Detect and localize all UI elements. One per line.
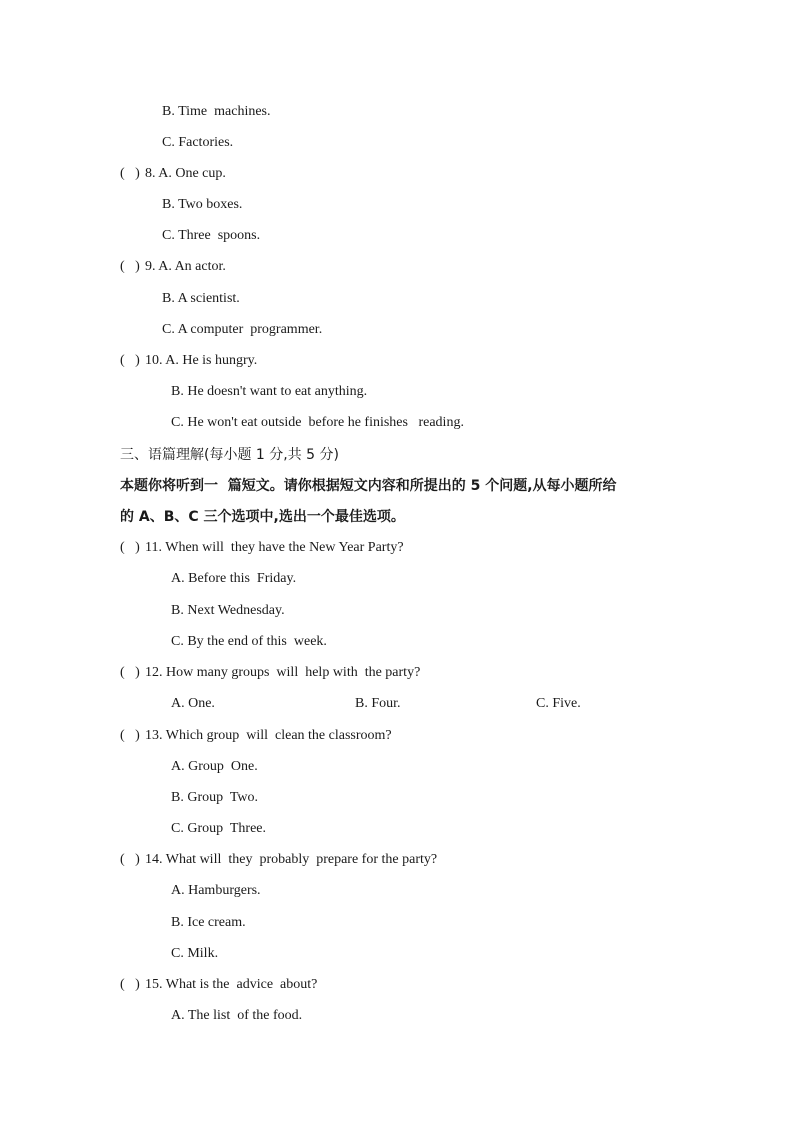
- option-14a: A. Hamburgers.: [171, 883, 261, 898]
- answer-blank-9: ( ): [120, 259, 140, 274]
- answer-blank-10: ( ): [120, 353, 140, 368]
- answer-blank-8: ( ): [120, 166, 140, 181]
- question-13: 13. Which group will clean the classroom?: [145, 728, 392, 743]
- question-14: 14. What will they probably prepare for the party?: [145, 852, 438, 867]
- option-12a: A. One.: [171, 696, 215, 711]
- answer-blank-15: ( ): [120, 977, 140, 992]
- option-11c: C. By the end of this week.: [171, 634, 327, 649]
- question-8: 8. A. One cup.: [145, 166, 226, 181]
- section-instruction-line1: 本题你将听到一 篇短文。请你根据短文内容和所提出的 5 个问题,从每小题所给: [120, 478, 617, 494]
- section-instruction-line2: 的 A、B、C 三个选项中,选出一个最佳选项。: [120, 509, 405, 525]
- option-11b: B. Next Wednesday.: [171, 603, 285, 618]
- answer-blank-12: ( ): [120, 665, 140, 680]
- option-15a: A. The list of the food.: [171, 1008, 303, 1023]
- option-10c: C. He won't eat outside before he finishes reading.: [171, 415, 464, 430]
- option-9c: C. A computer programmer.: [162, 322, 323, 337]
- answer-blank-11: ( ): [120, 540, 140, 555]
- section-title: 三、语篇理解(每小题 1 分,共 5 分): [120, 447, 339, 463]
- answer-blank-14: ( ): [120, 852, 140, 867]
- question-15: 15. What is the advice about?: [145, 977, 318, 992]
- option-8c: C. Three spoons.: [162, 228, 261, 243]
- option-8b: B. Two boxes.: [162, 197, 243, 212]
- option-12b: B. Four.: [355, 696, 401, 711]
- option-10b: B. He doesn't want to eat anything.: [171, 384, 368, 399]
- option-7b: B. Time machines.: [162, 104, 271, 119]
- option-14b: B. Ice cream.: [171, 915, 246, 930]
- option-13a: A. Group One.: [171, 759, 258, 774]
- option-13b: B. Group Two.: [171, 790, 259, 805]
- question-10: 10. A. He is hungry.: [145, 353, 258, 368]
- option-11a: A. Before this Friday.: [171, 571, 297, 586]
- question-11: 11. When will they have the New Year Party?: [145, 540, 404, 555]
- option-12c: C. Five.: [536, 696, 581, 711]
- question-12: 12. How many groups will help with the party?: [145, 665, 421, 680]
- option-7c: C. Factories.: [162, 135, 234, 150]
- answer-blank-13: ( ): [120, 728, 140, 743]
- option-14c: C. Milk.: [171, 946, 219, 961]
- question-9: 9. A. An actor.: [145, 259, 226, 274]
- option-13c: C. Group Three.: [171, 821, 266, 836]
- option-9b: B. A scientist.: [162, 291, 240, 306]
